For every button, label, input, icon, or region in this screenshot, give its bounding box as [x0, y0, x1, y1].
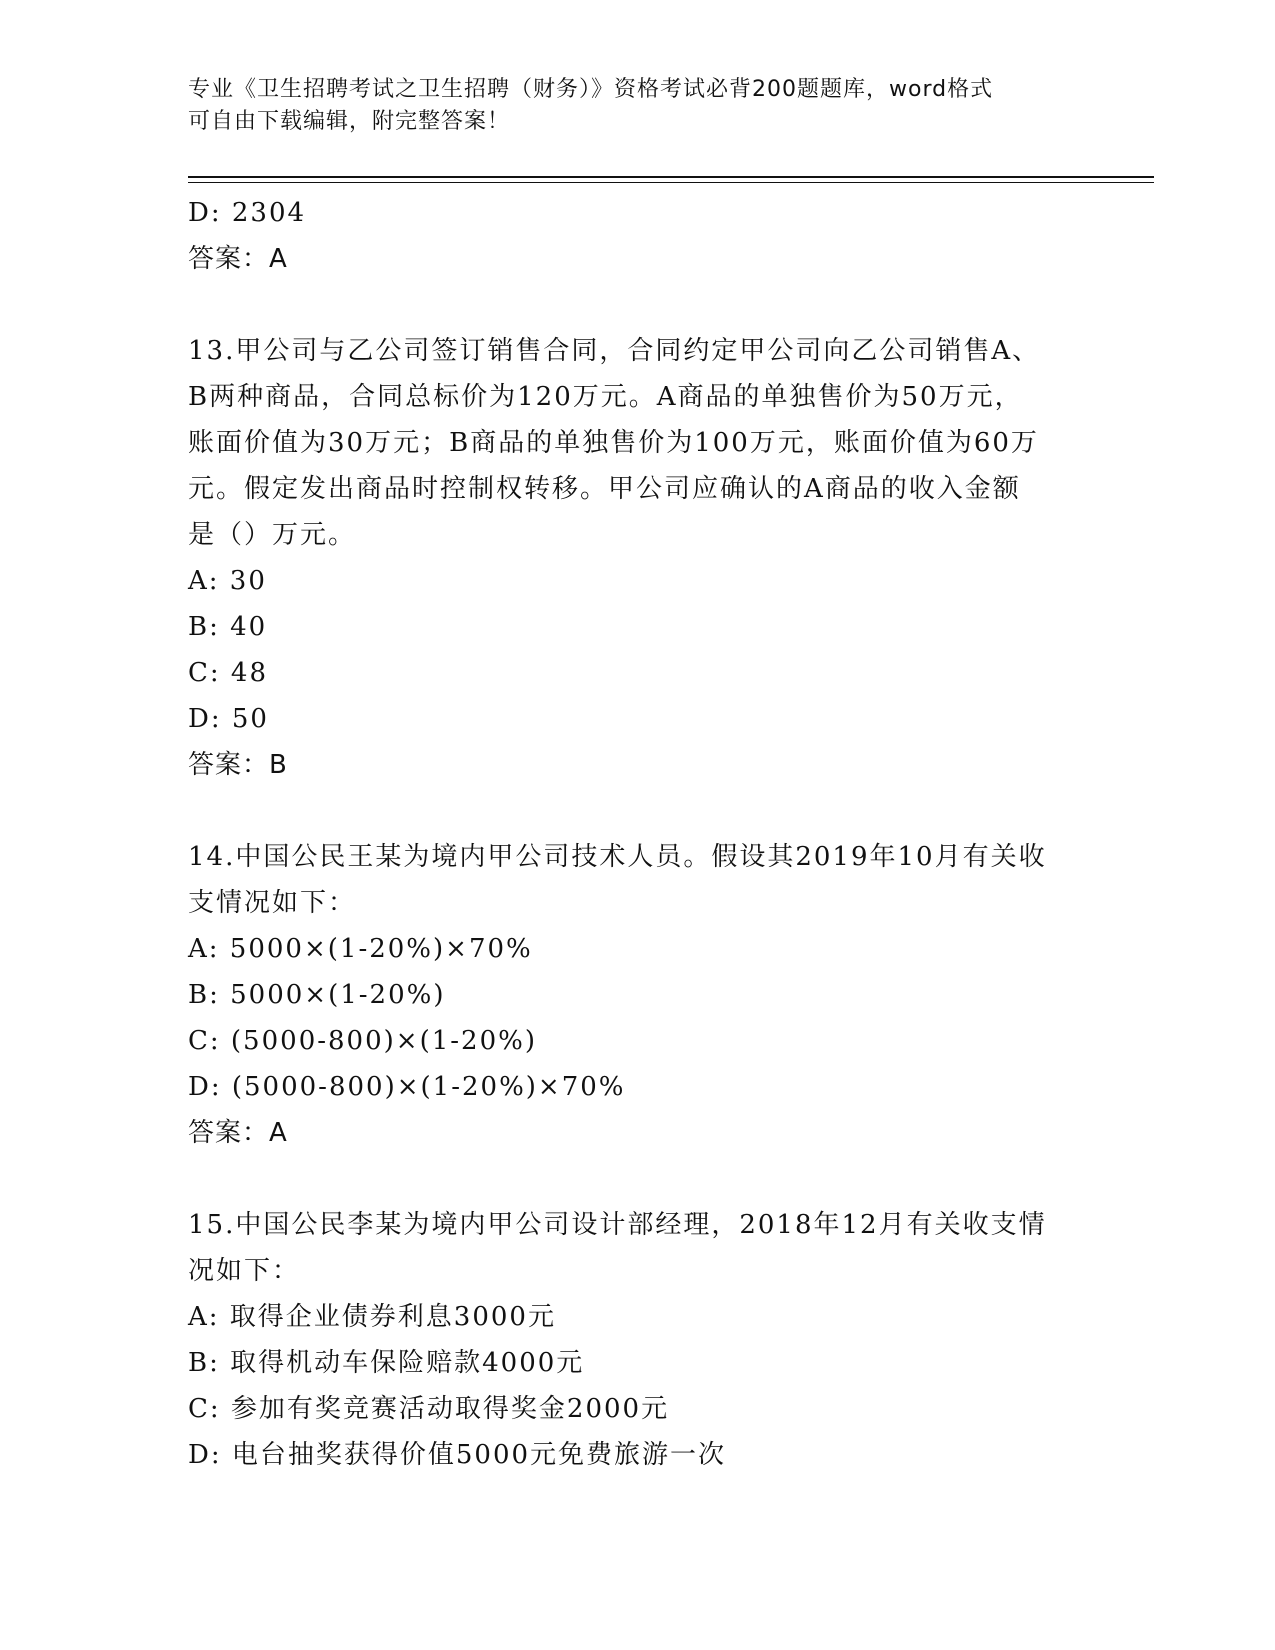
- prev-answer: 答案：A: [188, 244, 288, 274]
- question-14-option-c: C: (5000-800)×(1-20%): [188, 1026, 537, 1056]
- question-13-line: 元。假定发出商品时控制权转移。甲公司应确认的A商品的收入金额: [188, 474, 1021, 504]
- question-13-option-b: B: 40: [188, 612, 268, 642]
- question-14-option-b: B: 5000×(1-20%): [188, 980, 446, 1010]
- spacer: [188, 1156, 1088, 1202]
- spacer: [188, 788, 1088, 834]
- question-15-option-c: C: 参加有奖竞赛活动取得奖金2000元: [188, 1394, 670, 1424]
- prev-option-d: D: 2304: [188, 198, 307, 228]
- question-15-option-b: B: 取得机动车保险赔款4000元: [188, 1348, 585, 1378]
- question-14-option-d: D: (5000-800)×(1-20%)×70%: [188, 1072, 626, 1102]
- question-15-text: [188, 1202, 1078, 1294]
- header-rule-thick: [188, 176, 1154, 178]
- header-line-2: 可自由下载编辑，附完整答案！: [188, 109, 511, 134]
- header-line-1: 专业《卫生招聘考试之卫生招聘（财务）》资格考试必背200题题库，word格式: [188, 77, 994, 102]
- question-15-line: 况如下：: [188, 1256, 301, 1286]
- question-13-option-a: A: 30: [188, 566, 267, 596]
- header-rule-thin: [188, 182, 1154, 183]
- question-13-option-d: D: 50: [188, 704, 269, 734]
- document-body: [188, 190, 1088, 1478]
- question-14-line: 14.中国公民王某为境内甲公司技术人员。假设其2019年10月有关收: [188, 842, 1047, 872]
- question-15-line: 15.中国公民李某为境内甲公司设计部经理，2018年12月有关收支情: [188, 1210, 1047, 1240]
- question-14-answer: 答案：A: [188, 1118, 288, 1148]
- question-14-option-a: A: 5000×(1-20%)×70%: [188, 934, 533, 964]
- spacer: [188, 282, 1088, 328]
- question-13-line: 13.甲公司与乙公司签订销售合同，合同约定甲公司向乙公司销售A、: [188, 336, 1041, 366]
- question-15-option-a: A: 取得企业债券利息3000元: [188, 1302, 556, 1332]
- question-14-line: 支情况如下：: [188, 888, 357, 918]
- question-13-option-c: C: 48: [188, 658, 269, 688]
- question-13-line: 账面价值为30万元；B商品的单独售价为100万元，账面价值为60万: [188, 428, 1039, 458]
- question-15-option-d: D: 电台抽奖获得价值5000元免费旅游一次: [188, 1440, 727, 1470]
- question-14-text: [188, 834, 1078, 926]
- question-13-answer: 答案：B: [188, 750, 288, 780]
- question-13-line: B两种商品，合同总标价为120万元。A商品的单独售价为50万元，: [188, 382, 1023, 412]
- question-13-text: [188, 328, 1078, 558]
- document-header: [188, 74, 1068, 138]
- question-13-line: 是（）万元。: [188, 520, 357, 550]
